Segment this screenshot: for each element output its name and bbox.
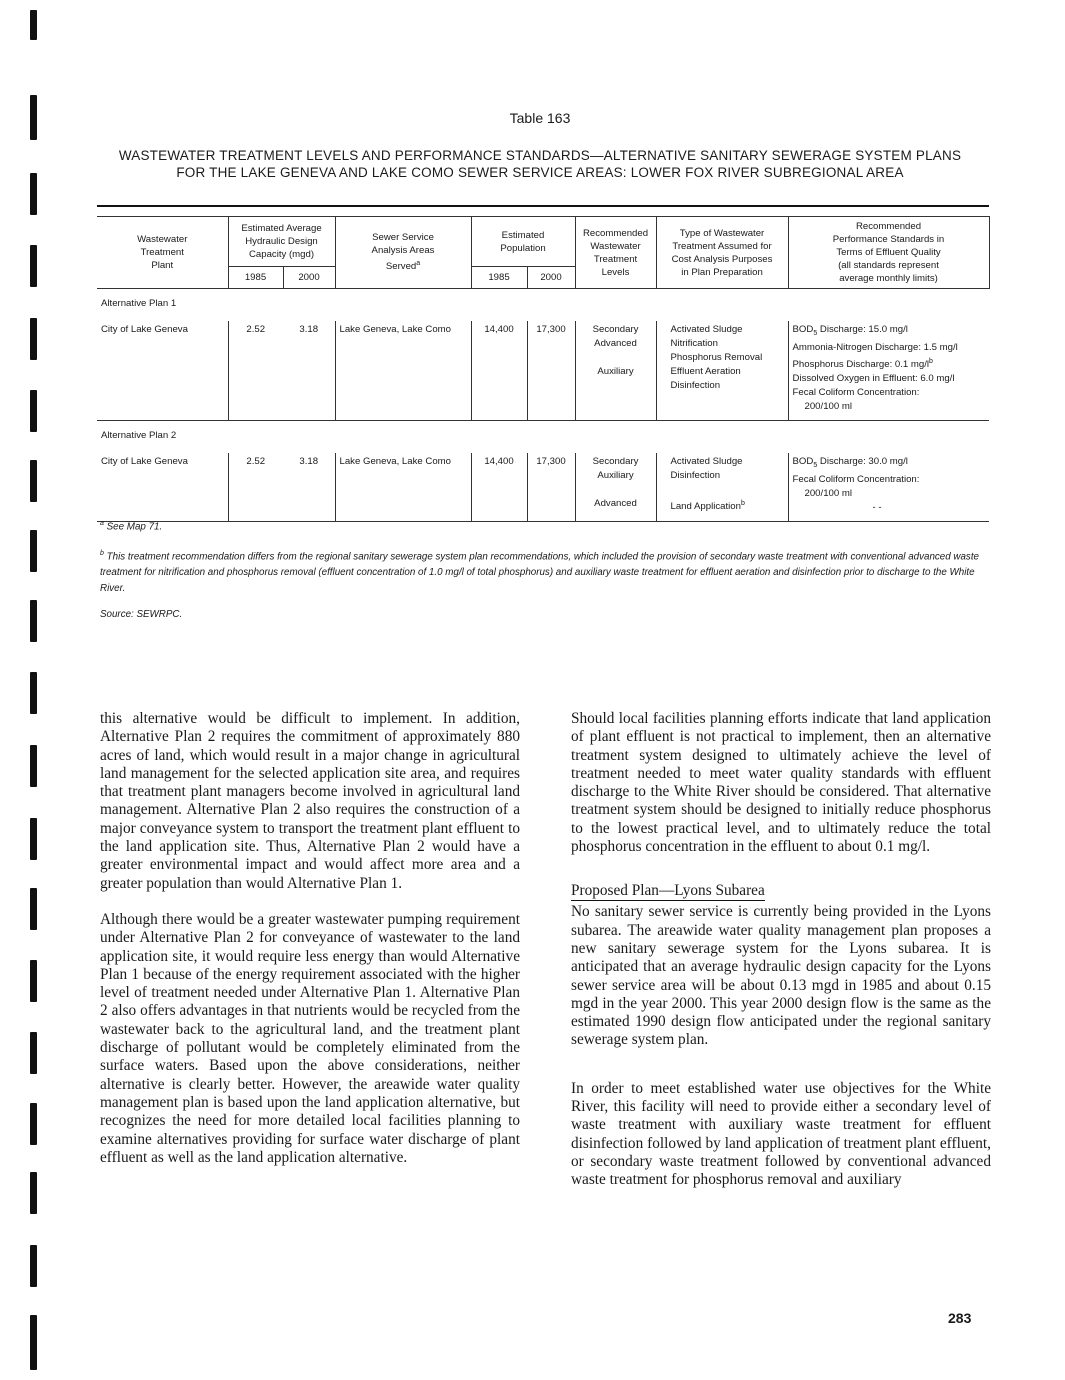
header-sewer-areas: Sewer Service Analysis Areas Served$^a$: [335, 217, 471, 289]
cell-capacity-1985: 2.52: [228, 453, 283, 521]
cell-areas: Lake Geneva, Lake Como: [335, 453, 471, 521]
table-title: [80, 147, 1000, 181]
page-number: 283: [948, 1310, 972, 1326]
body-paragraph: Should local facilities planning efforts indicate that land application of plant effluent is not practical to implement, then an alternative treatment system designed to ultimately achieve the level of treatment needed to meet water quality standards with effluent discharge to the White River should be considered. That alternative treatment system should be designed to initially reduce phosphorus to the lowest practical level, and to ultimately reduce the total phosphorus concentration in the effluent to about 0.1 mg/l.: [571, 710, 991, 856]
footnote-a: $^a$ See Map 71.: [100, 520, 163, 533]
binding-mark: [30, 1315, 37, 1370]
header-year: 1985: [471, 267, 527, 289]
table-row: [97, 321, 989, 421]
body-paragraph: No sanitary sewer service is currently being provided in the Lyons subarea. The areawide water quality management plan proposes a new sanitary sewerage system for the Lyons subarea. It is anticipated that an average hydraulic design capacity for the Lyons sewer service area will be about 0.13 mgd in 1985 and about 0.15 mgd in the year 2000. This year 2000 design flow is the same as the estimated 1990 design flow anticipated under the regional sanitary sewerage system plan.: [571, 903, 991, 1049]
source-note: Source: SEWRPC.: [100, 609, 183, 620]
cell-standards: $BOD_5$ Discharge: 15.0 mg/l Ammonia-Nitrogen Discharge: 1.5 mg/l Phosphorus Discharge: 0.1 $mg/l^b$ Dissolved Oxygen in Effluent: 6.0 mg/l Fecal Coliform Concentration: 200/100 ml: [788, 321, 989, 421]
binding-mark: [30, 960, 37, 1002]
binding-mark: [30, 390, 37, 432]
cell-capacity-1985: 2.52: [228, 321, 283, 421]
header-row: [97, 217, 989, 267]
cell-plant: City of Lake Geneva: [97, 453, 228, 521]
binding-mark: [30, 818, 37, 860]
body-paragraph: Although there would be a greater wastewater pumping requirement under Alternative Plan 2 for conveyance of wastewater to the land application site, it would require less energy than would Alternative Plan 1 because of the energy requirement associated with the higher level of treatment needed under Alternative Plan 1. Alternative Plan 2 also offers advantages in that nutrients would be recycled from the wastewater back to the agricultural land, and the treatment plant discharge of pollutant would be completely eliminated from the surface waters. Based upon the above considerations, neither alternative is clearly better. However, the areawide water quality management plan is based upon the land application alternative, but recognizes the need for more detailed local facilities planning to examine alternatives providing for surface water discharge of plant effluent as well as the land application alternative.: [100, 910, 520, 1166]
binding-mark: [30, 1172, 37, 1214]
right-column: [571, 710, 991, 1208]
binding-mark: [30, 1032, 37, 1074]
plan-label-row: [97, 421, 989, 454]
header-year: 2000: [527, 267, 575, 289]
data-table-container: [97, 205, 989, 522]
cell-capacity-2000: 3.18: [283, 321, 335, 421]
data-table: [97, 216, 990, 522]
cell-standards: $BOD_5$ Discharge: 30.0 mg/l Fecal Coliform Concentration: 200/100 ml - -: [788, 453, 989, 521]
header-levels: Recommended Wastewater Treatment Levels: [575, 217, 656, 289]
header-plant: Wastewater Treatment Plant: [97, 217, 228, 289]
header-year: 2000: [283, 267, 335, 289]
cell-population-2000: 17,300: [527, 453, 575, 521]
header-population: Estimated Population: [471, 217, 575, 267]
binding-mark: [30, 888, 37, 930]
table-title-line: FOR THE LAKE GENEVA AND LAKE COMO SEWER SERVICE AREAS: LOWER FOX RIVER SUBREGIONAL AREA: [176, 165, 904, 180]
left-column: [100, 710, 520, 1185]
cell-types: Activated Sludge Disinfection Land Application$^b$: [656, 453, 788, 521]
binding-mark: [30, 245, 37, 287]
binding-mark: [30, 672, 37, 714]
cell-areas: Lake Geneva, Lake Como: [335, 321, 471, 421]
table-row: [97, 453, 989, 521]
table-number: Table 163: [509, 110, 571, 126]
plan-label: Alternative Plan 2: [97, 421, 989, 454]
header-standards: Recommended Performance Standards in Terms of Effluent Quality (all standards represent average monthly limits): [788, 217, 989, 289]
cell-levels: Secondary Advanced Auxiliary: [575, 321, 656, 421]
cell-levels: Secondary Auxiliary Advanced: [575, 453, 656, 521]
footnote-b: $^b$ This treatment recommendation differs from the regional sanitary sewerage system plan recommendations, which included the provision of secondary waste treatment with conventional advanced waste treatment for nitrification and phosphorus removal (effluent concentration of 1.0 mg/l of total phosphorus) and auxiliary waste treatment for effluent aeration and disinfection prior to discharge to the White River.: [100, 550, 980, 595]
table-top-rule: [97, 205, 989, 207]
section-heading: Proposed Plan—Lyons Subarea: [571, 882, 765, 900]
binding-mark: [30, 460, 37, 502]
binding-mark: [30, 318, 37, 360]
header-year: 1985: [228, 267, 283, 289]
cell-population-1985: 14,400: [471, 321, 527, 421]
cell-population-2000: 17,300: [527, 321, 575, 421]
binding-marks: [30, 0, 38, 1380]
binding-mark: [30, 1245, 37, 1287]
binding-mark: [30, 530, 37, 572]
binding-mark: [30, 600, 37, 642]
binding-mark: [30, 173, 37, 215]
cell-types: Activated Sludge Nitrification Phosphorus Removal Effluent Aeration Disinfection: [656, 321, 788, 421]
body-paragraph: In order to meet established water use objectives for the White River, this facility will need to provide either a secondary level of waste treatment with auxiliary waste treatment for effluent disinfection followed by land application of treatment plant effluent, or secondary waste treatment followed by conventional advanced waste treatment for phosphorus removal and auxiliary: [571, 1079, 991, 1189]
cell-plant: City of Lake Geneva: [97, 321, 228, 421]
binding-mark: [30, 1103, 37, 1145]
cell-capacity-2000: 3.18: [283, 453, 335, 521]
plan-label-row: [97, 289, 989, 322]
cell-population-1985: 14,400: [471, 453, 527, 521]
table-title-line: WASTEWATER TREATMENT LEVELS AND PERFORMANCE STANDARDS—ALTERNATIVE SANITARY SEWERAGE SYSTEM PLANS: [118, 148, 962, 163]
header-capacity: Estimated Average Hydraulic Design Capacity (mgd): [228, 217, 335, 267]
header-type: Type of Wastewater Treatment Assumed for Cost Analysis Purposes in Plan Preparation: [656, 217, 788, 289]
binding-mark: [30, 10, 37, 40]
body-paragraph: this alternative would be difficult to implement. In addition, Alternative Plan 2 requires the commitment of approximately 880 acres of land, which would result in a major change in agricultural land management for the selected application site area, and requires that treatment plant managers become involved in agricultural land management. Alternative Plan 2 also requires the construction of a major conveyance system to transport the treatment plant effluent to the land application site. Thus, Alternative Plan 2 would have a greater environmental impact and would affect more area and a greater population than would Alternative Plan 1.: [100, 710, 520, 892]
plan-label: Alternative Plan 1: [101, 298, 177, 309]
binding-mark: [30, 745, 37, 787]
